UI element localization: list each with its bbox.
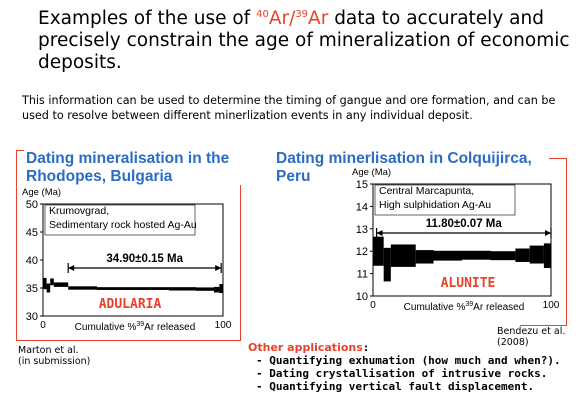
left-sample-line2: Sedimentary rock hosted Ag-Au bbox=[49, 219, 197, 231]
right-spectrum-step bbox=[515, 249, 529, 262]
title-ar-1: Ar/ bbox=[268, 8, 296, 29]
right-y-tick-label: 11 bbox=[356, 268, 368, 281]
title-ar-2: Ar bbox=[308, 8, 329, 29]
left-citation-line1: Marton et al. bbox=[18, 345, 79, 356]
right-y-tick-label: 10 bbox=[355, 291, 368, 303]
left-y-tick-label: 35 bbox=[25, 283, 38, 295]
other-applications-item: - Quantifying exhumation (how much and when?). bbox=[256, 354, 561, 367]
left-sample-line1: Krumovgrad, bbox=[49, 205, 110, 217]
right-spectrum-step bbox=[462, 251, 490, 260]
right-spectrum-step bbox=[416, 250, 434, 263]
left-plateau-label: 34.90±0.15 Ma bbox=[106, 253, 184, 265]
right-spectrum-step bbox=[530, 246, 544, 264]
right-y-tick-label: 12 bbox=[355, 246, 368, 259]
left-y-tick-label: 40 bbox=[25, 255, 38, 267]
right-x-tick-label: 100 bbox=[542, 300, 560, 311]
other-applications-item: - Quantifying vertical fault displacement. bbox=[256, 380, 535, 393]
right-x-tick-label: 0 bbox=[370, 300, 376, 311]
right-mineral-label: ALUNITE bbox=[440, 276, 496, 291]
left-citation-line2: (in submission) bbox=[18, 356, 91, 367]
left-x-tick-label: 100 bbox=[214, 320, 232, 331]
right-y-tick-label: 14 bbox=[355, 201, 368, 214]
left-spectrum-step bbox=[50, 278, 54, 285]
intro-paragraph: This information can be used to determine the timing of gangue and ore formation, and can be used to resolve between different minerlization events in any individual deposit. bbox=[22, 94, 556, 122]
other-applications-header: Other applications bbox=[248, 341, 363, 354]
left-spectrum-step bbox=[219, 284, 223, 293]
right-sample-line1: Central Marcapunta, bbox=[379, 185, 475, 197]
right-y-tick-label: 13 bbox=[355, 223, 368, 236]
title-sup-39: 39 bbox=[295, 9, 309, 20]
right-panel-title-line2: Peru bbox=[276, 168, 311, 185]
title-prefix: Examples of the use of bbox=[38, 8, 257, 29]
other-applications: Other applications: - Quantifying exhumation (how much and when?). - Dating crystallisation of intrusive rocks. - Quantifying vertical fault displacement. bbox=[248, 341, 561, 393]
left-spectrum-step bbox=[169, 287, 196, 290]
right-citation-line1: Bendezu et al. bbox=[497, 326, 566, 337]
right-spectrum-step bbox=[490, 251, 515, 260]
left-spectrum-step bbox=[214, 287, 219, 293]
title-rest: data to accurately and precisely constrain the age of mineralization of economic deposits. bbox=[38, 8, 570, 73]
left-spectrum-step bbox=[43, 278, 47, 289]
left-x-axis-label: Cumulative %$^{39}$Ar released bbox=[74, 321, 196, 333]
left-citation bbox=[18, 345, 90, 367]
left-y-tick-label: 30 bbox=[25, 311, 38, 323]
left-y-tick-label: 50 bbox=[25, 199, 38, 211]
other-applications-item: - Dating crystallisation of intrusive rocks. bbox=[256, 367, 548, 380]
right-citation-line2: (2008) bbox=[497, 337, 529, 348]
right-spectrum-step bbox=[434, 251, 462, 261]
right-spectrum-step bbox=[391, 244, 416, 266]
left-panel-title-line1: Dating mineralisation in the bbox=[26, 150, 230, 167]
right-y-tick-label: 15 bbox=[355, 179, 368, 191]
left-y-tick-label: 45 bbox=[25, 227, 38, 239]
left-spectrum-step bbox=[54, 282, 68, 286]
right-spectrum-step bbox=[373, 237, 384, 266]
title-sup-40: 40 bbox=[256, 9, 269, 20]
left-spectrum-step bbox=[133, 287, 169, 290]
left-x-tick-label: 0 bbox=[40, 320, 46, 331]
left-spectrum-step bbox=[97, 287, 133, 290]
left-mineral-label: ADULARIA bbox=[98, 297, 162, 312]
left-spectrum-step bbox=[47, 284, 51, 293]
left-y-axis-label: Age (Ma) bbox=[22, 187, 62, 198]
right-y-axis-label: Age (Ma) bbox=[352, 167, 392, 178]
right-panel-title-line1: Dating minerlisation in Colquijirca, bbox=[276, 150, 532, 167]
right-plateau-label: 11.80±0.07 Ma bbox=[425, 218, 502, 230]
left-panel-title-line2: Rhodopes, Bulgaria bbox=[26, 168, 173, 185]
left-spectrum-step bbox=[68, 286, 97, 289]
right-spectrum-step bbox=[544, 243, 551, 268]
right-sample-line2: High sulphidation Ag-Au bbox=[379, 199, 492, 211]
right-x-axis-label: Cumulative %$^{39}$Ar released bbox=[403, 301, 525, 313]
left-spectrum-step bbox=[196, 287, 214, 290]
right-spectrum-step bbox=[384, 248, 391, 282]
